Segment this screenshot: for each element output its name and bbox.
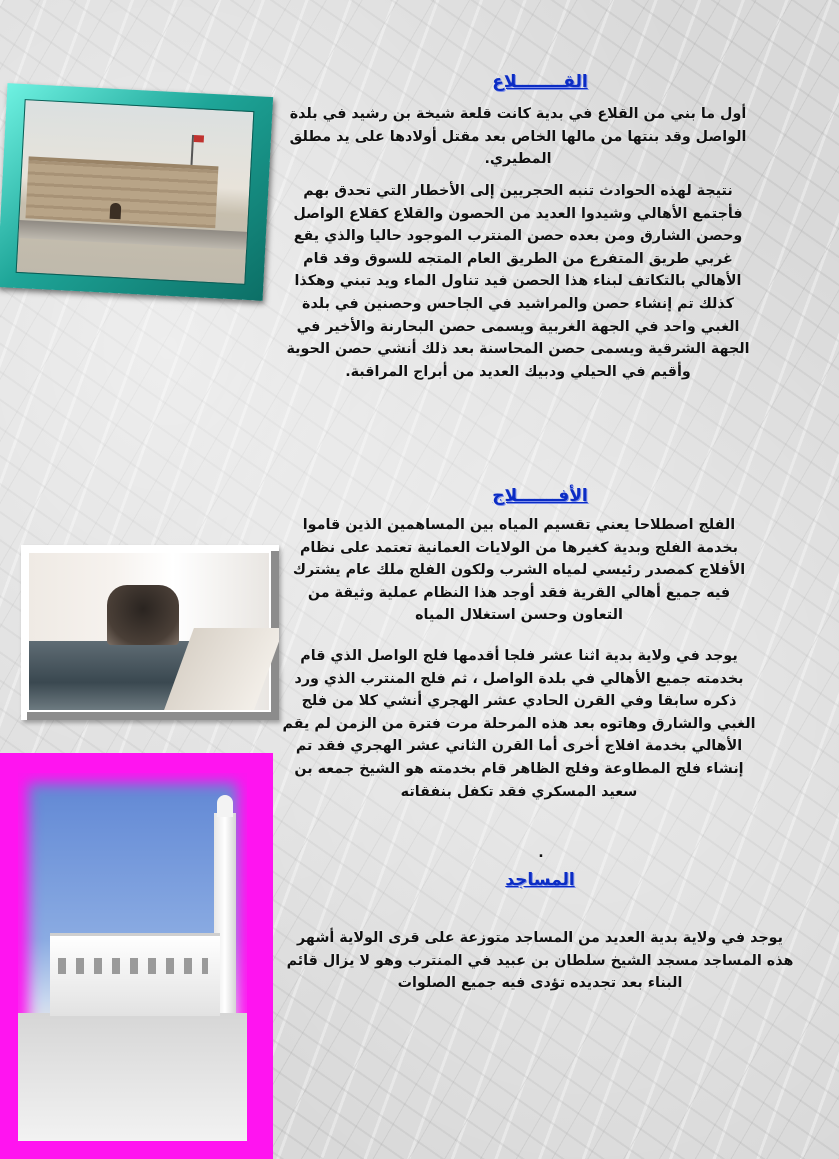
- mosque-photo: [18, 773, 247, 1141]
- mosques-paragraph: يوجد في ولاية بدية العديد من المساجد متوزعة على قرى الولاية أشهر هذه المساجد مسجد الشيخ سلطان بن عبيد في المنترب وهو لا يزال قائم البناء بعد تجديده تؤدى فيه جميع الصلوات: [286, 930, 794, 992]
- flag-icon: [194, 135, 204, 143]
- aflaj-paragraph-1: الفلج اصطلاحا يعني تقسيم المياه بين المساهمين الذين قاموا بخدمة الفلج وبدية كغيرها من الولايات العمانية تعتمد على نظام الأفلاج كمصدر رئيسي لمياه الشرب ولكون الفلج ملك عام يشترك فيه جميع أهالي القرية فقد أوجد هذا النظام عملية وثيقة من التعاون وحسن استغلال المياه: [292, 517, 746, 624]
- castle-photo-frame: [0, 83, 273, 301]
- castles-paragraph-2: نتيجة لهذه الحوادث تنبه الحجريين إلى الأخطار التي تحدق بهم فأجتمع الأهالي وشيدوا العديد من الحصون والقلاع كقلاع الواصل وحصن الشارق ومن بعده حصن المنترب الموجود حاليا والذي يقع غربي طريق المتفرع من الطريق العام المتجه للسوق وقد قام الأهالي بالتكاتف لبناء هذا الحصن فيد تناول الماء ويد تبني وهكذا كذلك تم إنشاء حصن والمراشيد في الجاحس وحصنين في بلدة الغبي واحد في الجهة الغربية ويسمى حصن البحارنة والأخير في الجهة الشرقية ويسمى حصن المحاسنة بعد ذلك أنشي حصن الحوية وأقيم في الحيلي ودبيك العديد من أبراج المراقبة.: [286, 183, 750, 380]
- castles-heading: القــــــــلاع: [492, 72, 588, 92]
- castle-photo: [16, 99, 255, 285]
- falaj-photo-frame: [21, 545, 279, 720]
- castle-wall: [25, 156, 218, 228]
- mosque-ground: [18, 1013, 247, 1141]
- aflaj-trailing-dot: .: [538, 845, 544, 861]
- mosque-photo-frame: [0, 753, 273, 1159]
- falaj-tunnel: [107, 585, 179, 645]
- castles-paragraph-1: أول ما بني من القلاع في بدية كانت قلعة شيخة بن رشيد في بلدة الواصل وقد بنتها من مالها الخاص بعد مقتل أولادها على يد مطلق المطيري.: [289, 106, 747, 168]
- mosque-building: [50, 933, 220, 1016]
- mosque-windows: [58, 958, 208, 974]
- aflaj-heading: الأفـــــــلاج: [492, 486, 588, 506]
- castle-door: [110, 203, 122, 220]
- falaj-photo: [29, 553, 269, 710]
- mosques-heading: المساجد: [505, 870, 575, 890]
- minaret-top: [217, 795, 233, 817]
- aflaj-paragraph-2: يوجد في ولاية بدية اثنا عشر فلجا أقدمها فلج الواصل الذي قام بخدمته جميع الأهالي في بلدة الواصل ، ثم فلج المنترب الذي ورد ذكره سابقا وفي القرن الحادي عشر الهجري أنشي كلا من فلج الغبي والشارق وهاتوه بعد هذه المرحلة مرت فترة من الزمن لم يقم الأهالي بخدمة افلاج أخرى أما القرن الثاني عشر الهجري فقد تم إنشاء فلج المطاوعة وفلج الظاهر قام بخدمته هو الشيخ جمعه بن سعيد المسكري فقد تكفل بنفقاته: [282, 648, 756, 800]
